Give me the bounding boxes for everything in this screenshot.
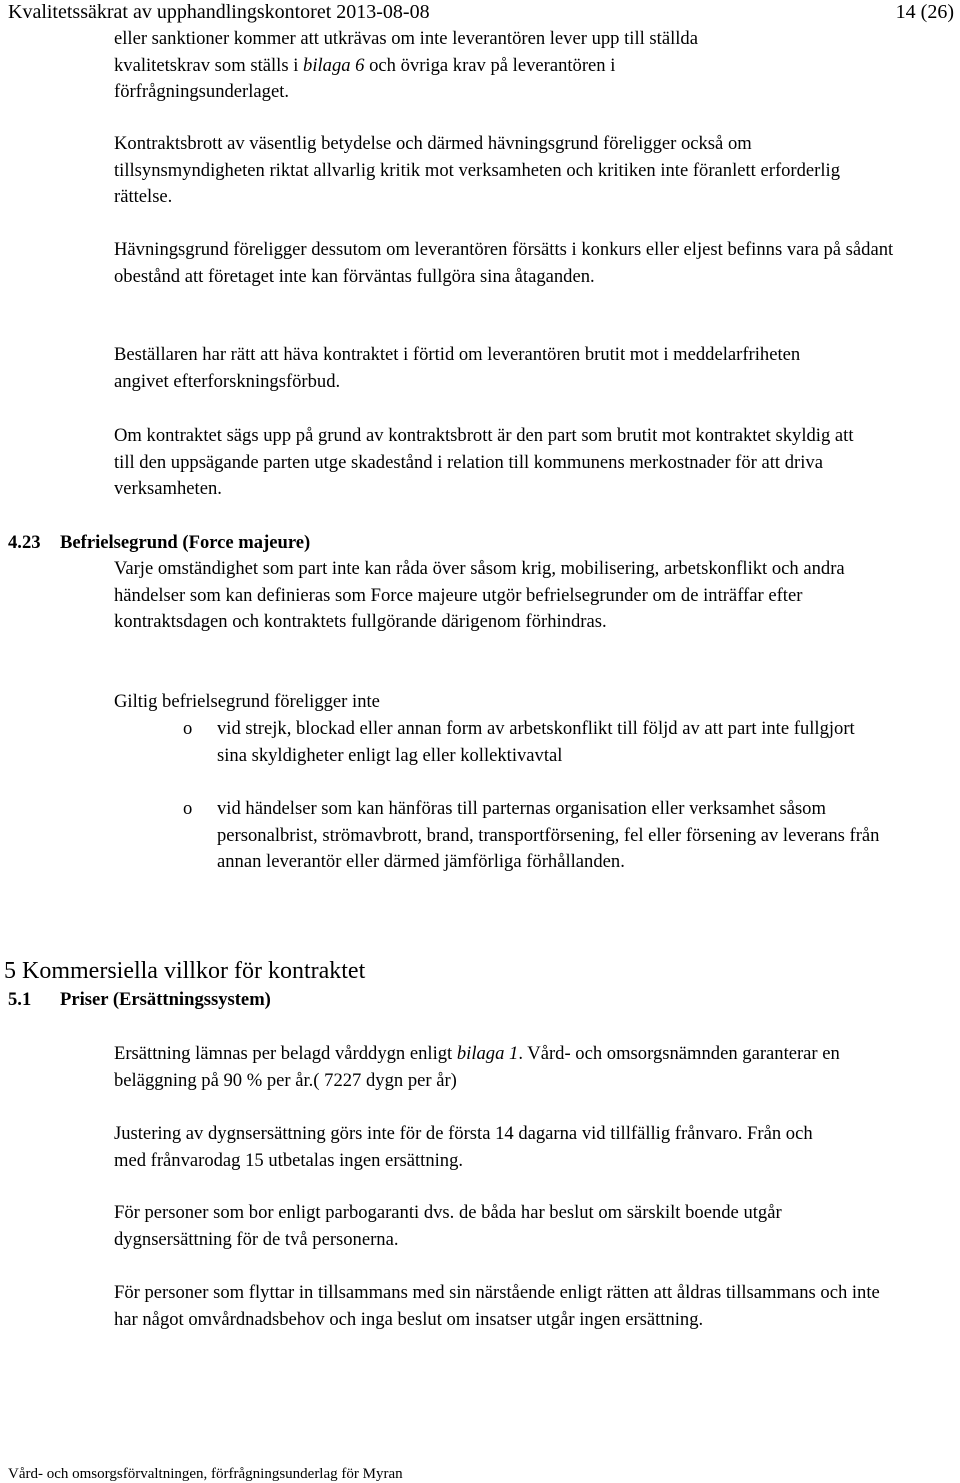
text-line: Ersättning lämnas per belagd vårddygn enligt [114,1043,457,1064]
bullet-marker: o [183,798,193,819]
paragraph-text: För personer som bor enligt parbogaranti dvs. de båda har beslut om särskilt boende utgår dygnsersättning för de två personerna. [114,1202,782,1250]
paragraph-text: Varje omständighet som part inte kan råda över såsom krig, mobilisering, arbetskonflikt och andra händelser som kan definieras som Force majeure utgör befrielsegrunder om de inträffar efter kontraktsdagen och kontraktets fullgörande därigenom förhindras. [114,558,845,632]
paragraph-breach [114,131,884,211]
section-number: 5.1 [8,989,32,1010]
paragraph-sanctions [114,26,904,106]
paragraph-damages [114,423,874,503]
paragraph-text: Om kontraktet sägs upp på grund av kontraktsbrott är den part som brutit mot kontraktet skyldig att till den uppsägande parten utge skadestånd i relation till kommunens merkostnader för att driva verksamheten. [114,425,854,499]
paragraph-insolvency [114,237,894,290]
paragraph-couple [114,1200,834,1253]
paragraph-terminate [114,342,854,395]
text-line: och övriga krav på leverantören i [364,54,616,76]
section-number: 4.23 [8,532,41,553]
section-heading-5: 5 Kommersiella villkor för kontraktet [4,958,366,984]
section-title: Befrielsegrund (Force majeure) [60,532,311,553]
paragraph-text: Giltig befrielsegrund föreligger inte [114,691,380,712]
paragraph-compensation [114,1041,854,1094]
section-heading-5-1 [8,987,271,1013]
paragraph-text: För personer som flyttar in tillsammans med sin närstående enligt rätten att åldras tillsammans och inte har något omvårdnadsbehov och inga beslut om insatser utgår ingen ersättning. [114,1282,880,1330]
page-number: 14 (26) [895,1,954,23]
paragraph-text: Justering av dygnsersättning görs inte för de första 14 dagarna vid tillfällig frånvaro. Från och med frånvarodag 15 utbetalas ingen ersättning. [114,1123,813,1171]
bullet-item-organisation: vid händelser som kan hänföras till parternas organisation eller verksamhet såsom personalbrist, strömavbrott, brand, transportförsening, fel eller försening av leverans från annan leverantör eller därmed jämförliga förhållanden. [217,798,880,872]
paragraph-text: Hävningsgrund föreligger dessutom om leverantören försätts i konkurs eller eljest befinns vara på sådant obestånd att företaget inte kan förväntas fullgöra sina åtaganden. [114,239,894,287]
italic-reference: bilaga 1 [456,1043,519,1064]
paragraph-text: Beställaren har rätt att häva kontraktet i förtid om leverantören brutit mot i meddelarfriheten angivet efterforskningsförbud. [114,344,801,392]
paragraph-together [114,1280,884,1333]
text-line: förfrågningsunderlaget. [114,81,290,102]
text-line: eller sanktioner kommer att utkrävas om inte leverantören lever upp till ställda [114,28,698,49]
text-line: kvalitetskrav som ställs i [114,54,304,76]
bullet-marker: o [183,718,193,739]
bullet-item-strike: vid strejk, blockad eller annan form av arbetskonflikt till följd av att part inte fullgjort sina skyldigheter enligt lag eller kollektivavtal [217,718,855,766]
paragraph-text: Kontraktsbrott av väsentlig betydelse och därmed hävningsgrund föreligger också om tillsynsmyndigheten riktat allvarlig kritik mot verksamheten och kritiken inte föranlett erforderlig rättelse. [114,133,840,207]
section-heading-4-23 [8,530,310,556]
page-footer: Vård- och omsorgsförvaltningen, förfrågningsunderlag för Myran [8,1466,403,1482]
paragraph-not-valid [114,689,904,716]
page-header-title: Kvalitetssäkrat av upphandlingskontoret 2013-08-08 [8,1,430,23]
italic-reference: bilaga 6 [303,54,365,76]
paragraph-adjustment [114,1121,834,1174]
paragraph-force-majeure [114,556,864,636]
text-line: . Vård- och omsorgsnämnden garanterar en beläggning på 90 % per år.( 7227 dygn per år) [114,1043,840,1091]
section-title: Priser (Ersättningssystem) [60,989,271,1010]
